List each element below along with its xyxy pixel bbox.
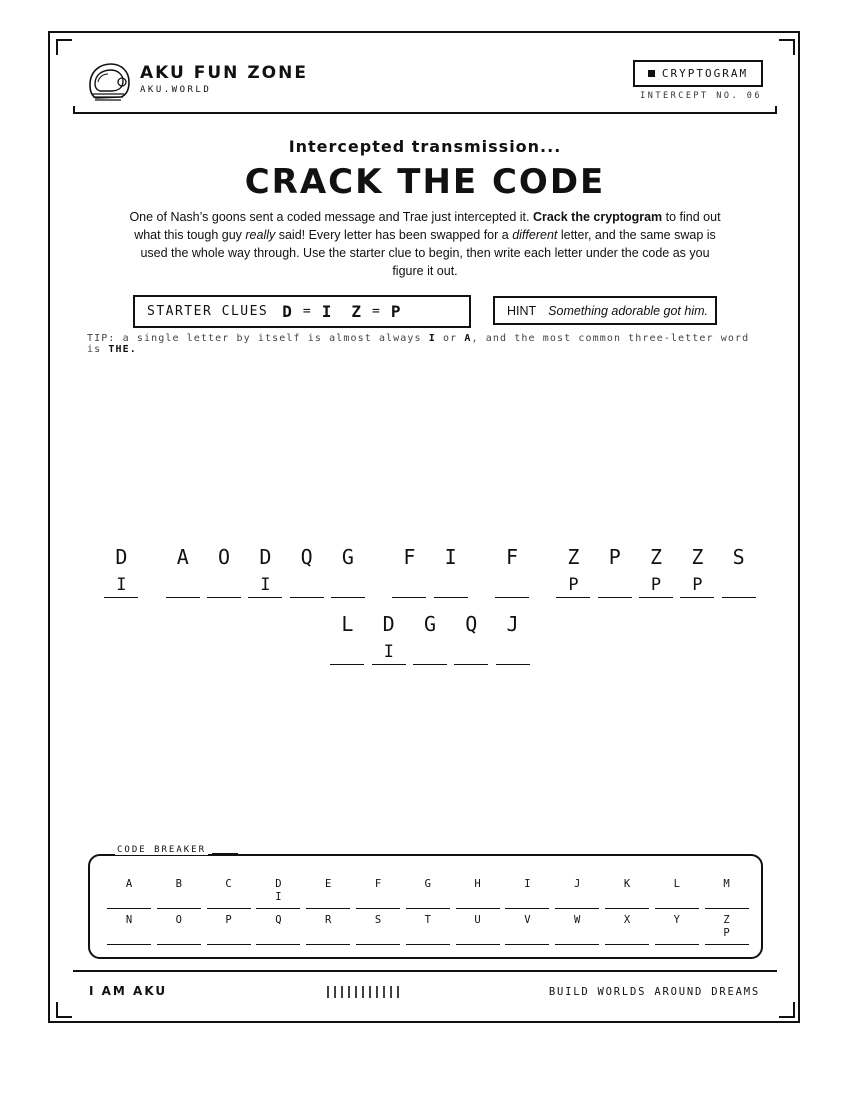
code-breaker-cell[interactable] [107, 878, 151, 914]
intercept-number: INTERCEPT NO. 06 [640, 91, 762, 101]
answer-letter[interactable]: I [260, 575, 271, 595]
answer-letter[interactable]: P [692, 575, 703, 595]
answer-blank [104, 597, 138, 598]
cipher-letter: F [506, 545, 519, 569]
code-breaker-blank [705, 944, 749, 945]
code-breaker-letter: D [275, 878, 282, 890]
code-breaker-blank [456, 908, 500, 909]
code-breaker-cell[interactable] [207, 914, 251, 950]
code-breaker-cell[interactable] [256, 878, 300, 914]
code-breaker-cell[interactable] [505, 914, 549, 950]
footer-slogan: BUILD WORLDS AROUND DREAMS [548, 986, 760, 998]
code-breaker-blank [406, 944, 450, 945]
barcode-icon [327, 986, 402, 998]
cipher-letter: Q [465, 612, 478, 636]
code-breaker-letter: Y [673, 914, 680, 926]
code-breaker-blank [555, 944, 599, 945]
cipher-letter: D [382, 612, 395, 636]
code-breaker-label: CODE BREAKER [117, 845, 207, 855]
code-breaker-answer[interactable]: I [275, 891, 282, 903]
code-breaker-letter: E [325, 878, 332, 890]
code-breaker-letter: N [125, 914, 133, 926]
answer-letter[interactable]: I [383, 642, 394, 662]
answer-blank [248, 597, 282, 598]
code-breaker-blank [456, 944, 500, 945]
code-breaker-letter: H [474, 878, 481, 890]
code-breaker-blank [107, 944, 151, 945]
answer-letter[interactable]: I [116, 575, 127, 595]
code-breaker-letter: I [524, 878, 531, 890]
code-breaker-cell[interactable] [555, 914, 599, 950]
code-breaker-cell[interactable] [555, 878, 599, 914]
code-breaker-letter: V [524, 914, 531, 926]
code-breaker-letter: Z [723, 914, 730, 926]
answer-blank [496, 664, 530, 665]
code-breaker-blank [157, 944, 201, 945]
code-breaker-blank [306, 908, 350, 909]
code-breaker-blank [306, 944, 350, 945]
answer-blank [331, 597, 365, 598]
hint-box [493, 296, 717, 325]
answer-blank [166, 597, 200, 598]
code-breaker-letter: A [125, 878, 133, 890]
code-breaker-cell[interactable] [107, 914, 151, 950]
cipher-letter: D [259, 545, 272, 569]
answer-blank [454, 664, 488, 665]
cipher-letter: L [341, 612, 354, 636]
code-breaker-blank [505, 944, 549, 945]
code-breaker-blank [705, 908, 749, 909]
badge-label: CRYPTOGRAM [661, 67, 749, 80]
header-rule [73, 106, 777, 114]
cipher-letter: Z [691, 545, 704, 569]
answer-blank [392, 597, 426, 598]
cipher-letter: S [732, 545, 745, 569]
footer-rule [73, 970, 777, 972]
answer-letter[interactable]: P [568, 575, 579, 595]
code-breaker-letter: U [474, 914, 481, 926]
answer-blank [207, 597, 241, 598]
code-breaker-cell[interactable] [356, 914, 400, 950]
cipher-letter: G [423, 612, 437, 636]
code-breaker-blank [655, 944, 699, 945]
code-breaker-blank [107, 908, 151, 909]
hint-text: Something adorable got him. [548, 303, 708, 318]
code-breaker-blank [406, 908, 450, 909]
code-breaker-letter: J [574, 878, 581, 890]
code-breaker-blank [207, 908, 251, 909]
code-breaker-cell[interactable] [207, 878, 251, 914]
cipher-letter: Q [300, 545, 313, 569]
code-breaker-blank [256, 944, 300, 945]
code-breaker-cell[interactable] [406, 878, 450, 914]
code-breaker-cell[interactable] [456, 914, 500, 950]
code-breaker-letter: X [623, 914, 631, 926]
starter-clue: Z = P [351, 302, 401, 321]
corner-mark-bottom-right [779, 1002, 795, 1018]
code-breaker-letter: L [673, 878, 680, 890]
code-breaker-blank [655, 908, 699, 909]
code-breaker-cell[interactable] [655, 914, 699, 950]
code-breaker-letter: P [225, 914, 232, 926]
code-breaker-letter: G [424, 878, 431, 890]
category-badge [633, 60, 763, 87]
answer-blank [722, 597, 756, 598]
answer-letter[interactable]: P [650, 575, 662, 595]
answer-blank [372, 664, 406, 665]
code-breaker-label-rule [212, 853, 238, 854]
tip-text: TIP: a single letter by itself is almost always I or A, and the most common three-letter word is THE. [87, 333, 750, 355]
cipher-letter: P [608, 545, 621, 569]
page-title: CRACK THE CODE [244, 162, 606, 202]
starter-clue: D = I [282, 302, 332, 321]
code-breaker-blank [157, 908, 201, 909]
corner-mark-top-right [779, 39, 795, 55]
code-breaker-letter: M [723, 878, 730, 890]
square-bullet-icon [648, 70, 655, 77]
code-breaker-cell[interactable] [456, 878, 500, 914]
code-breaker-cell[interactable] [306, 914, 350, 950]
cipher-letter: G [341, 545, 354, 569]
cipher-letter: I [444, 545, 457, 569]
starter-clues-label: STARTER CLUES [147, 304, 269, 319]
code-breaker-cell[interactable] [157, 914, 201, 950]
code-breaker-cell[interactable] [157, 878, 201, 914]
code-breaker-blank [605, 944, 649, 945]
corner-mark-top-left [56, 39, 72, 55]
starter-clues-box [133, 295, 471, 328]
footer-tagline: I AM AKU [89, 984, 168, 998]
code-breaker-letter: O [175, 914, 182, 926]
code-breaker-letter: Q [275, 914, 282, 926]
hint-label: HINT [507, 303, 537, 318]
answer-blank [680, 597, 714, 598]
code-breaker-blank [356, 944, 400, 945]
code-breaker-blank [505, 908, 549, 909]
code-breaker-letter: R [325, 914, 332, 926]
code-breaker-cell[interactable] [705, 914, 749, 950]
code-breaker-letter: B [175, 878, 182, 890]
code-breaker-cell[interactable] [256, 914, 300, 950]
corner-mark-bottom-left [56, 1002, 72, 1018]
answer-blank [556, 597, 590, 598]
code-breaker-letter: C [225, 878, 232, 890]
answer-blank [495, 597, 529, 598]
code-breaker-letter: K [623, 878, 631, 890]
cipher-letter: O [218, 545, 231, 569]
answer-blank [290, 597, 324, 598]
code-breaker-letter: T [424, 914, 431, 926]
kicker: Intercepted transmission... [288, 137, 562, 156]
cipher-letter: A [176, 545, 189, 569]
intro-paragraph: One of Nash’s goons sent a coded message and Trae just intercepted it. Crack the cryptogram to find out what this tough guy really said! Every letter has been swapped for a different letter, and the same swap is used the whole way through. Use the starter clue to begin, then write each letter under the code as you figure it out. [129, 210, 721, 278]
answer-blank [330, 664, 364, 665]
answer-blank [639, 597, 673, 598]
answer-blank [598, 597, 632, 598]
brand-url: AKU.WORLD [140, 85, 212, 95]
astronaut-helmet-icon [86, 61, 132, 101]
code-breaker-blank [207, 944, 251, 945]
cipher-letter: D [115, 545, 128, 569]
cipher-letter: Z [650, 545, 663, 569]
code-breaker-cell[interactable] [655, 878, 699, 914]
code-breaker-cell[interactable] [406, 914, 450, 950]
code-breaker-cell[interactable] [605, 914, 649, 950]
code-breaker-panel [88, 854, 763, 959]
code-breaker-blank [555, 908, 599, 909]
answer-blank [413, 664, 447, 665]
code-breaker-letter: S [374, 914, 382, 926]
code-breaker-cell[interactable] [505, 878, 549, 914]
cipher-letter: F [403, 545, 416, 569]
code-breaker-answer[interactable]: P [723, 927, 730, 939]
code-breaker-cell[interactable] [705, 878, 749, 914]
code-breaker-letter: F [374, 878, 382, 890]
brand-name: AKU FUN ZONE [140, 63, 308, 83]
code-breaker-blank [605, 908, 649, 909]
cipher-letter: J [506, 612, 519, 636]
code-breaker-letter: W [574, 914, 581, 926]
code-breaker-cell[interactable] [306, 878, 350, 914]
answer-blank [434, 597, 468, 598]
code-breaker-blank [356, 908, 400, 909]
cipher-letter: Z [567, 545, 580, 569]
code-breaker-cell[interactable] [605, 878, 649, 914]
code-breaker-cell[interactable] [356, 878, 400, 914]
code-breaker-blank [256, 908, 300, 909]
